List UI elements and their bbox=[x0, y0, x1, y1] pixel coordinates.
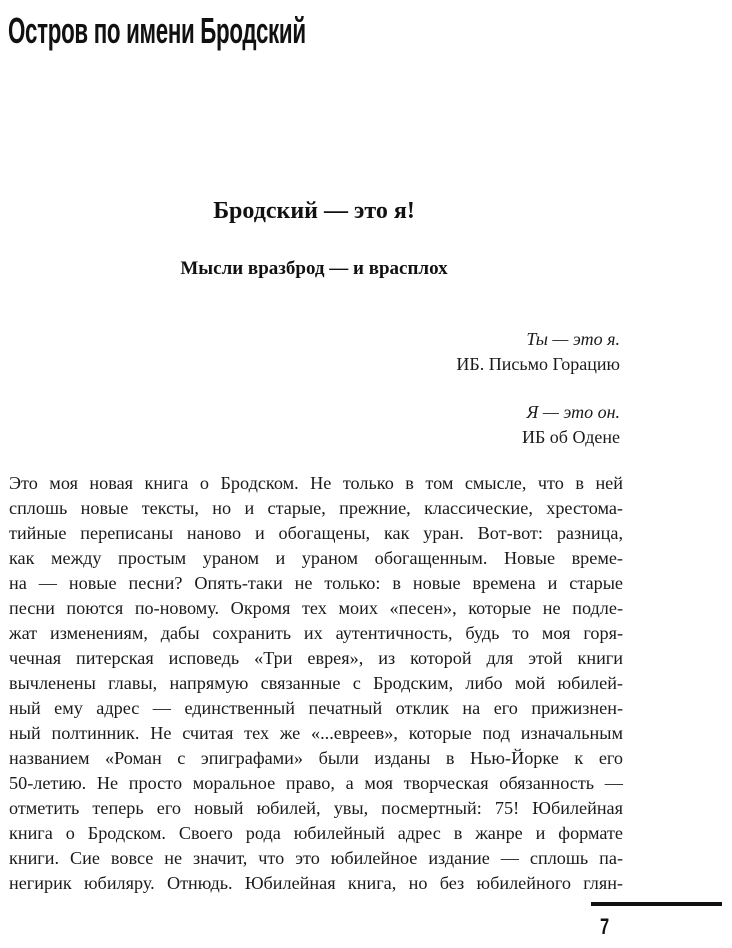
text-line: ный ему адрес — единственный печатный отклик на его прижизнен- bbox=[9, 698, 623, 718]
text-line: ный полтинник. Не считая тех же «...евреев», которые под изначальным bbox=[9, 723, 623, 743]
running-head: Остров по имени Бродский bbox=[8, 10, 306, 51]
text-line: 50-летию. Не просто моральное право, а моя творческая обязанность — bbox=[9, 773, 623, 793]
text-line: книги. Сие вовсе не значит, что это юбилейное издание — сплошь па- bbox=[9, 848, 623, 868]
text-line: на — новые песни? Опять-таки не только: в новые времена и старые bbox=[9, 573, 623, 593]
body-paragraph bbox=[9, 471, 623, 896]
text-line: тийные переписаны наново и обогащены, как уран. Вот-вот: разница, bbox=[9, 523, 623, 543]
chapter-title: Бродский — это я! bbox=[213, 198, 415, 224]
epigraph bbox=[522, 400, 620, 450]
chapter-subtitle: Мысли вразброд — и врасплох bbox=[180, 258, 448, 279]
text-line: песни поются по-новому. Окромя тех моих «песен», которые не подле- bbox=[9, 598, 623, 618]
text-line: отметить теперь его новый юбилей, увы, посмертный: 75! Юбилейная bbox=[9, 798, 623, 818]
text-line: чечная питерская исповедь «Три еврея», из которой для этой книги bbox=[9, 648, 623, 668]
text-line: негирик юбиляру. Отнюдь. Юбилейная книга, но без юбилейного глян- bbox=[9, 873, 623, 893]
epigraph-source: ИБ. Письмо Горацию bbox=[456, 354, 620, 374]
text-line: жат изменениям, дабы сохранить их аутентичность, будь то моя горя- bbox=[9, 623, 623, 643]
text-line: книга о Бродском. Своего рода юбилейный адрес в жанре и формате bbox=[9, 823, 623, 843]
text-line: вычленены главы, напрямую связанные с Бродским, либо мой юбилей- bbox=[9, 673, 623, 693]
epigraph-source: ИБ об Одене bbox=[521, 427, 620, 447]
text-line: Это моя новая книга о Бродском. Не только в том смысле, что в ней bbox=[9, 473, 623, 493]
epigraph bbox=[456, 327, 620, 377]
text-line: названием «Роман с эпиграфами» были изданы в Нью-Йорке к его bbox=[9, 748, 623, 768]
epigraph-quote: Я — это он. bbox=[526, 402, 620, 422]
text-line: как между простым ураном и ураном обогащенным. Новые време- bbox=[9, 548, 623, 568]
page-number: 7 bbox=[600, 914, 610, 939]
epigraph-quote: Ты — это я. bbox=[526, 329, 620, 349]
text-line: сплошь новые тексты, но и старые, прежние, классические, хрестома- bbox=[9, 498, 623, 518]
footer-rule bbox=[591, 902, 722, 906]
